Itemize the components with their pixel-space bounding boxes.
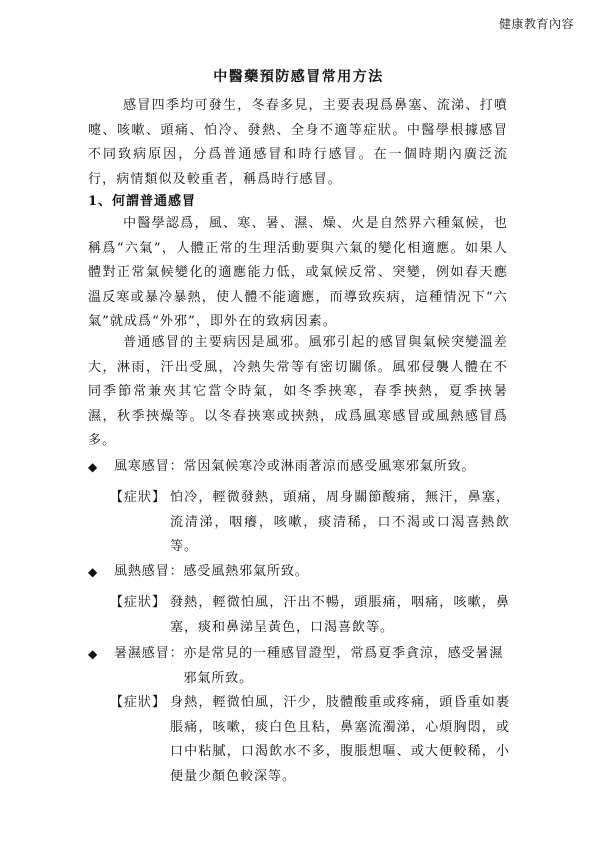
symptom-label: 【症狀】 [110,490,167,505]
section-paragraph-1 [88,212,508,335]
document-category: 健康教育內容 [498,17,574,31]
cold-type-item [88,560,512,585]
intro-text: 感冒四季均可發生，冬春多見，主要表現爲鼻塞、流涕、打噴嚏、咳嗽、頭痛、怕冷、發熱、全身不適等症狀。中醫學根據感冒不同致病原因，分爲普通感冒和時行感冒。在一個時期內廣泛流行，病情類似及較重者，稱爲時行感冒。 [88,98,508,187]
cold-type-description: 常因氣候寒冷或淋雨著涼而感受風寒邪氣所致。 [183,459,476,474]
section-paragraph-2-text: 普通感冒的主要病因是風邪。風邪引起的感冒與氣候突變溫差大，淋雨，汗出受風，冷熱失常等有密切關係。風邪侵襲人體在不同季節常兼夾其它當令時氣，如冬季挾寒，春季挾熱，夏季挾暑濕，秋季挾燥等。以冬春挾寒或挾熱，成爲風寒感冒或風熱感冒爲多。 [88,335,508,448]
diamond-bullet-icon: ◆ [88,460,99,474]
symptom-text: 發熱，輕微怕風，汗出不暢，頭脹痛，咽痛，咳嗽，鼻塞，痰和鼻涕呈黃色，口渴喜飲等。 [170,595,510,635]
cold-type-item [88,455,512,480]
cold-type-item [88,642,512,691]
symptom-text: 身熱，輕微怕風，汗少，肢體酸重或疼痛，頭昏重如裹脹痛，咳嗽，痰白色且粘，鼻塞流濁涕，心煩胸悶，或口中粘膩，口渴飲水不多，腹脹想嘔、或大便較稀，小便量少顏色較深等。 [170,695,510,784]
cold-type-label: 風熱感冒： [114,564,184,579]
section-heading: 1、何謂普通感冒 [88,194,197,209]
symptom-label: 【症狀】 [110,595,167,610]
symptom-label: 【症狀】 [110,695,167,710]
diamond-bullet-icon: ◆ [88,647,99,661]
intro-paragraph [88,94,508,192]
page-title: 中醫藥預防感冒常用方法 [213,69,384,85]
section-paragraph-1-text: 中醫學認爲，風、寒、暑、濕、燥、火是自然界六種氣候，也稱爲“六氣”，人體正常的生理活動要與六氣的變化相適應。如果人體對正常氣候變化的適應能力低，或氣候反常、突變，例如春天應溫反寒或暴冷暴熱，使人體不能適應，而導致疾病，這種情況下“六氣”就成爲“外邪”，即外在的致病因素。 [88,216,508,329]
section-paragraph-2 [88,331,508,454]
cold-type-description: 亦是常見的一種感冒證型，常爲夏季貪涼，感受暑濕邪氣所致。 [183,646,504,686]
cold-type-label: 暑濕感冒： [114,646,184,661]
cold-type-description: 感受風熱邪氣所致。 [183,564,309,579]
symptom-block [110,486,510,560]
symptom-block [110,691,510,789]
diamond-bullet-icon: ◆ [88,565,99,579]
symptom-block [110,591,510,640]
symptom-text: 怕冷，輕微發熱，頭痛，周身關節酸痛，無汗，鼻塞，流清涕，咽癢，咳嗽，痰清稀，口不渴或口渴喜熱飲等。 [170,490,510,554]
cold-type-label: 風寒感冒： [114,459,184,474]
